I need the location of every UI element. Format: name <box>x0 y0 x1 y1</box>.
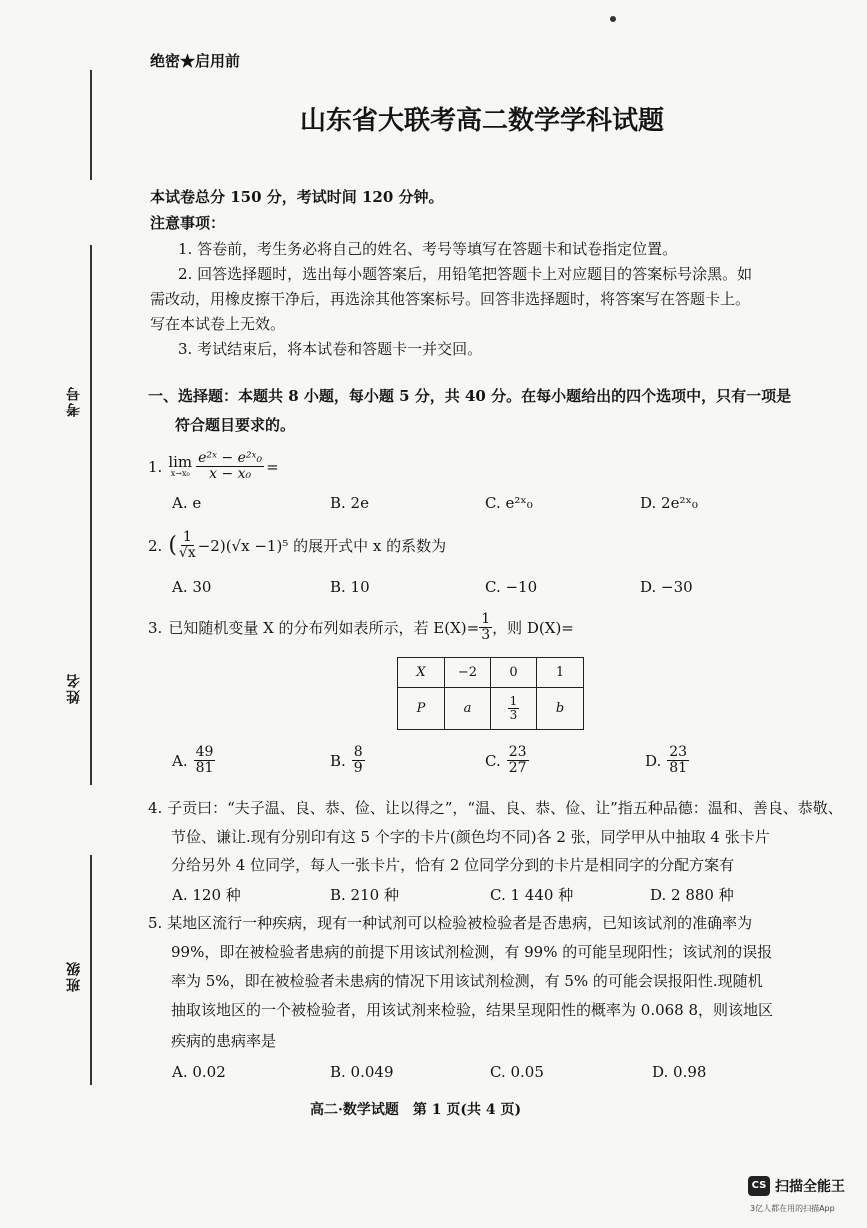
fraction-denominator: 9 <box>353 760 363 777</box>
q4-option-b: B. 210 种 <box>330 886 399 904</box>
q1-option-c: C. e²ˣ₀ <box>485 494 533 512</box>
fraction-numerator: 23 <box>508 744 527 760</box>
binding-line <box>90 855 92 1085</box>
question-3-text-a: 已知随机变量 X 的分布列如表所示，若 E(X)= <box>168 619 480 638</box>
fraction-numerator: 1 <box>182 529 192 545</box>
fraction-denominator: 81 <box>669 760 688 777</box>
fraction-numerator: 1 <box>509 693 518 708</box>
fraction-denominator: 3 <box>509 708 518 722</box>
question-5-line3: 率为 5%，即在被检验者未患病的情况下用该试剂检测，有 5% 的可能会误报阳性.现随机 <box>171 972 763 990</box>
table-cell: b <box>537 688 584 730</box>
question-5-line1: 5. 某地区流行一种疾病，现有一种试剂可以检验被检验者是否患病，已知该试剂的准确率为 <box>148 914 753 932</box>
q2-option-d: D. −30 <box>640 578 693 596</box>
q3-option-c <box>485 745 529 777</box>
fraction-denominator: √x <box>178 545 196 562</box>
q5-option-d: D. 0.98 <box>652 1063 707 1081</box>
watermark-brand: 扫描全能王 <box>775 1179 845 1195</box>
table-cell: −2 <box>445 658 491 688</box>
question-3-text-b: ，则 D(X)= <box>492 619 574 638</box>
question-3-stem <box>148 612 574 644</box>
option-label: A. <box>172 751 188 770</box>
limit-subscript: x→x₀ <box>170 469 190 479</box>
option-label: C. <box>485 751 501 770</box>
table-row <box>398 688 584 730</box>
question-4-line2: 节俭、谦让.现有分别印有这 5 个字的卡片(颜色均不同)各 2 张，同学甲从中抽取 4 张卡片 <box>171 828 770 846</box>
table-cell <box>491 688 537 730</box>
secret-label: 绝密★启用前 <box>150 52 241 70</box>
fraction-numerator: 8 <box>353 744 363 760</box>
scan-dot <box>610 16 616 22</box>
q5-option-a: A. 0.02 <box>172 1063 226 1081</box>
notice-item-2-line2: 需改动，用橡皮擦干净后，再选涂其他答案标号。回答非选择题时，将答案写在答题卡上。 <box>150 290 751 308</box>
question-2-text: −2)(√x −1)⁵ 的展开式中 x 的系数为 <box>197 537 447 556</box>
open-paren: ( <box>168 533 177 559</box>
camscanner-logo-icon: CS <box>748 1176 770 1196</box>
question-5-line5: 疾病的患病率是 <box>171 1032 277 1050</box>
q2-option-a: A. 30 <box>172 578 212 596</box>
q4-option-d: D. 2 880 种 <box>650 886 734 904</box>
q5-option-c: C. 0.05 <box>490 1063 544 1081</box>
q3-option-d <box>645 745 689 777</box>
notice-title: 注意事项： <box>150 214 226 232</box>
fraction-denominator: 27 <box>508 760 527 777</box>
q4-option-a: A. 120 种 <box>172 886 241 904</box>
fraction-numerator: e²ˣ − e²ˣ₀ <box>198 450 263 466</box>
q4-option-c: C. 1 440 种 <box>490 886 574 904</box>
question-1-stem <box>148 451 279 483</box>
q3-option-b <box>330 745 365 777</box>
question-5-line2: 99%，即在被检验者患病的前提下用该试剂检测，有 99% 的可能呈现阳性；该试剂的误报 <box>171 943 773 961</box>
exam-number-label: 考号 <box>66 385 82 417</box>
option-label: D. <box>645 751 662 770</box>
q1-option-a: A. e <box>172 494 202 512</box>
question-number: 1. <box>148 457 163 476</box>
fraction-denominator: x − x₀ <box>209 466 252 483</box>
exam-intro: 本试卷总分 150 分，考试时间 120 分钟。 <box>150 188 444 206</box>
distribution-table <box>397 657 584 730</box>
section-heading-line2: 符合题目要求的。 <box>175 416 296 434</box>
page-footer: 高二·数学试题 第 1 页(共 4 页) <box>310 1102 522 1118</box>
fraction-numerator: 1 <box>481 611 491 627</box>
q2-option-c: C. −10 <box>485 578 538 596</box>
fraction-denominator: 3 <box>481 627 491 644</box>
q1-option-b: B. 2e <box>330 494 369 512</box>
name-label: 姓名 <box>66 672 82 704</box>
notice-item-2-line1: 2. 回答选择题时，选出每小题答案后，用铅笔把答题卡上对应题目的答案标号涂黑。如 <box>178 265 753 283</box>
binding-line <box>90 70 92 180</box>
q5-option-b: B. 0.049 <box>330 1063 394 1081</box>
q2-option-b: B. 10 <box>330 578 370 596</box>
table-row <box>398 658 584 688</box>
option-label: B. <box>330 751 346 770</box>
notice-item-3: 3. 考试结束后，将本试卷和答题卡一并交回。 <box>178 340 483 358</box>
q3-option-a <box>172 745 215 777</box>
question-4-line1: 4. 子贡曰：“夫子温、良、恭、俭、让以得之”，“温、良、恭、俭、让”指五种品德：温和、善良、恭敬、 <box>148 799 843 817</box>
table-cell: a <box>445 688 491 730</box>
question-5-line4: 抽取该地区的一个被检验者，用该试剂来检验，结果呈现阳性的概率为 0.068 8，则该地区 <box>171 1001 774 1019</box>
question-2-stem <box>148 530 446 562</box>
fraction-numerator: 49 <box>195 744 214 760</box>
question-number: 3. <box>148 618 163 637</box>
notice-item-2-line3: 写在本试卷上无效。 <box>150 315 286 333</box>
table-cell: X <box>398 658 445 688</box>
question-4-line3: 分给另外 4 位同学，每人一张卡片，恰有 2 位同学分到的卡片是相同字的分配方案有 <box>171 856 735 874</box>
section-heading-line1: 一、选择题：本题共 8 小题，每小题 5 分，共 40 分。在每小题给出的四个选项中，只有一项是 <box>148 387 792 405</box>
class-label: 班级 <box>66 960 82 992</box>
table-cell: 1 <box>537 658 584 688</box>
question-number: 2. <box>148 536 163 555</box>
notice-item-1: 1. 答卷前，考生务必将自己的姓名、考号等填写在答题卡和试卷指定位置。 <box>178 240 678 258</box>
table-cell: P <box>398 688 445 730</box>
watermark-slogan: 3亿人都在用的扫描App <box>750 1204 835 1213</box>
binding-line <box>90 245 92 785</box>
table-cell: 0 <box>491 658 537 688</box>
limit-symbol: lim <box>168 453 193 472</box>
q1-option-d: D. 2e²ˣ₀ <box>640 494 698 512</box>
page-title: 山东省大联考高二数学学科试题 <box>300 106 665 136</box>
fraction-denominator: 81 <box>195 760 214 777</box>
fraction-numerator: 23 <box>669 744 688 760</box>
equals-sign: = <box>266 457 279 476</box>
